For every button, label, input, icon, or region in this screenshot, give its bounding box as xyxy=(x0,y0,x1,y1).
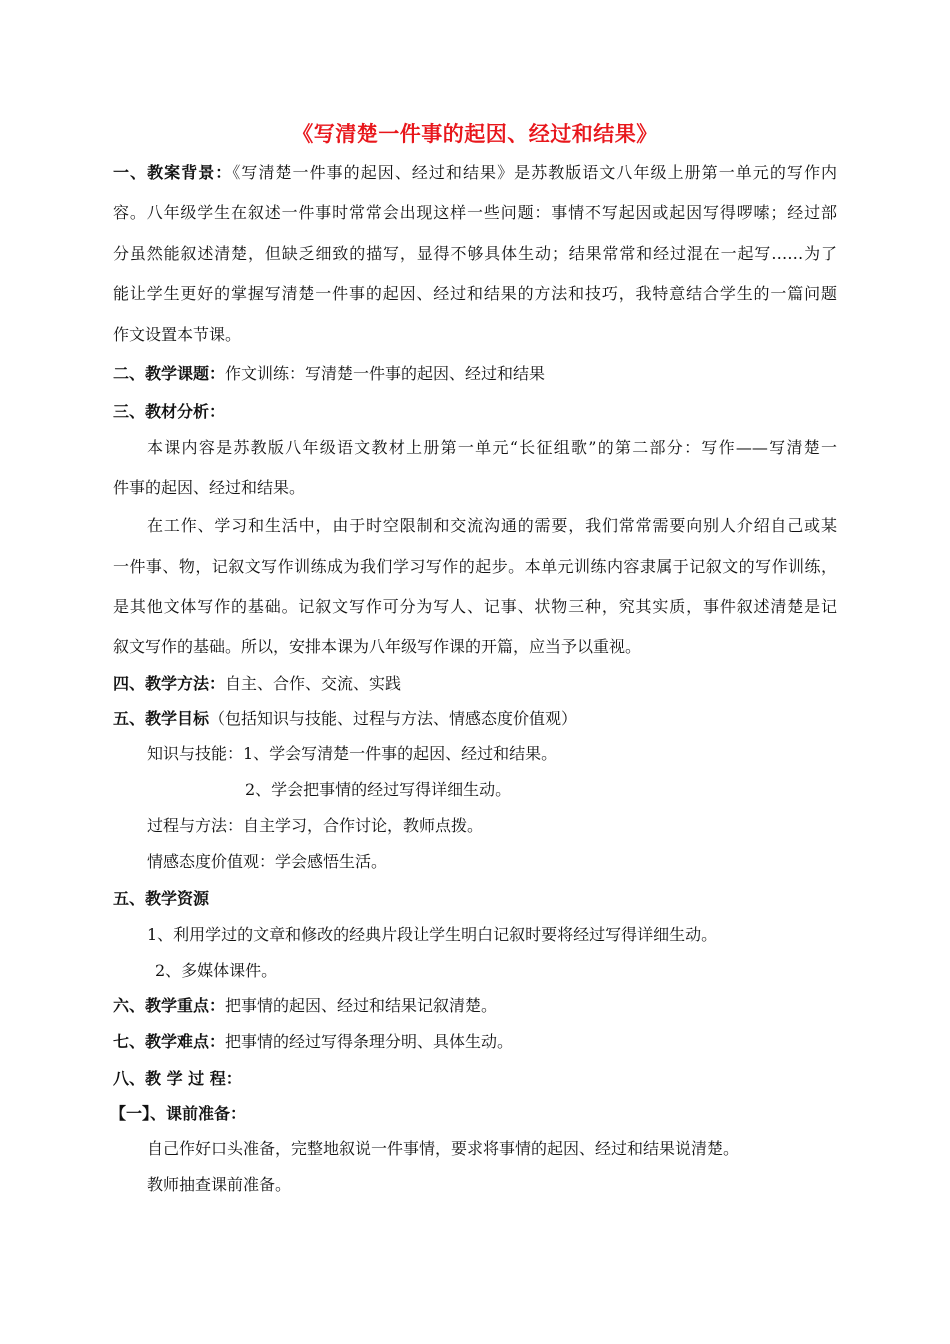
background-heading: 一、教案背景： xyxy=(113,163,233,182)
difficulty-line xyxy=(113,1031,513,1053)
keypoint-heading: 六、教学重点： xyxy=(113,996,226,1015)
goals-note: （包括知识与技能、过程与方法、情感态度价值观） xyxy=(209,709,578,728)
goals-process: 过程与方法：自主学习，合作讨论，教师点拨。 xyxy=(147,816,484,835)
topic-text: 作文训练：写清楚一件事的起因、经过和结果 xyxy=(225,364,546,383)
goals-emotion: 情感态度价值观：学会感悟生活。 xyxy=(147,852,388,871)
difficulty-text: 把事情的经过写得条理分明、具体生动。 xyxy=(225,1032,514,1051)
topic-heading: 二、教学课题： xyxy=(113,364,226,383)
analysis-text-3: 在工作、学习和生活中，由于时空限制和交流沟通的需要，我们常常需要向别人介绍自己或某 xyxy=(147,516,837,535)
document-title: 《写清楚一件事的起因、经过和结果》 xyxy=(292,122,658,146)
goals-line xyxy=(113,708,577,730)
analysis-text-4: 一件事、物，记叙文写作训练成为我们学习写作的起步。本单元训练内容隶属于记叙文的写作训练， xyxy=(113,557,837,576)
analysis-text-1: 本课内容是苏教版八年级语文教材上册第一单元“长征组歌”的第二部分：写作——写清楚一 xyxy=(147,438,837,457)
method-heading: 四、教学方法： xyxy=(113,674,226,693)
goals-knowledge-2: 2、学会把事情的经过写得详细生动。 xyxy=(245,780,512,799)
background-text-2: 容。八年级学生在叙述一件事时常常会出现这样一些问题：事情不写起因或起因写得啰嗦；经过部 xyxy=(113,203,837,222)
background-text-3: 分虽然能叙述清楚，但缺乏细致的描写，显得不够具体生动；结果常常和经过混在一起写……为了 xyxy=(113,244,837,263)
analysis-heading: 三、教材分析： xyxy=(113,402,226,421)
background-paragraph-line-1 xyxy=(113,162,837,184)
goals-knowledge-1: 知识与技能：1、学会写清楚一件事的起因、经过和结果。 xyxy=(147,744,558,763)
process-heading: 八、教 学 过 程： xyxy=(113,1069,242,1088)
analysis-text-2: 件事的起因、经过和结果。 xyxy=(113,478,306,497)
prep-text-2: 教师抽查课前准备。 xyxy=(147,1175,292,1194)
analysis-text-6: 叙文写作的基础。所以，安排本课为八年级写作课的开篇，应当予以重视。 xyxy=(113,637,642,656)
goals-heading: 五、教学目标 xyxy=(113,709,210,728)
background-text-4: 能让学生更好的掌握写清楚一件事的起因、经过和结果的方法和技巧，我特意结合学生的一篇问题 xyxy=(113,284,837,303)
keypoint-line xyxy=(113,995,497,1017)
method-line xyxy=(113,673,401,695)
resources-item-1: 1、利用学过的文章和修改的经典片段让学生明白记叙时要将经过写得详细生动。 xyxy=(147,925,718,944)
method-text: 自主、合作、交流、实践 xyxy=(225,674,402,693)
resources-heading: 五、教学资源 xyxy=(113,889,210,908)
analysis-text-5: 是其他文体写作的基础。记叙文写作可分为写人、记事、状物三种，究其实质，事件叙述清楚是记 xyxy=(113,597,837,616)
keypoint-text: 把事情的起因、经过和结果记叙清楚。 xyxy=(225,996,498,1015)
resources-item-2: 2、多媒体课件。 xyxy=(155,961,278,980)
difficulty-heading: 七、教学难点： xyxy=(113,1032,226,1051)
prep-text-1: 自己作好口头准备，完整地叙说一件事情，要求将事情的起因、经过和结果说清楚。 xyxy=(147,1139,740,1158)
background-text-5: 作文设置本节课。 xyxy=(113,325,242,344)
topic-line xyxy=(113,363,545,385)
background-text-1: 《写清楚一件事的起因、经过和结果》是苏教版语文八年级上册第一单元的写作内 xyxy=(232,163,837,182)
prep-heading: 【一】、课前准备： xyxy=(110,1104,247,1123)
